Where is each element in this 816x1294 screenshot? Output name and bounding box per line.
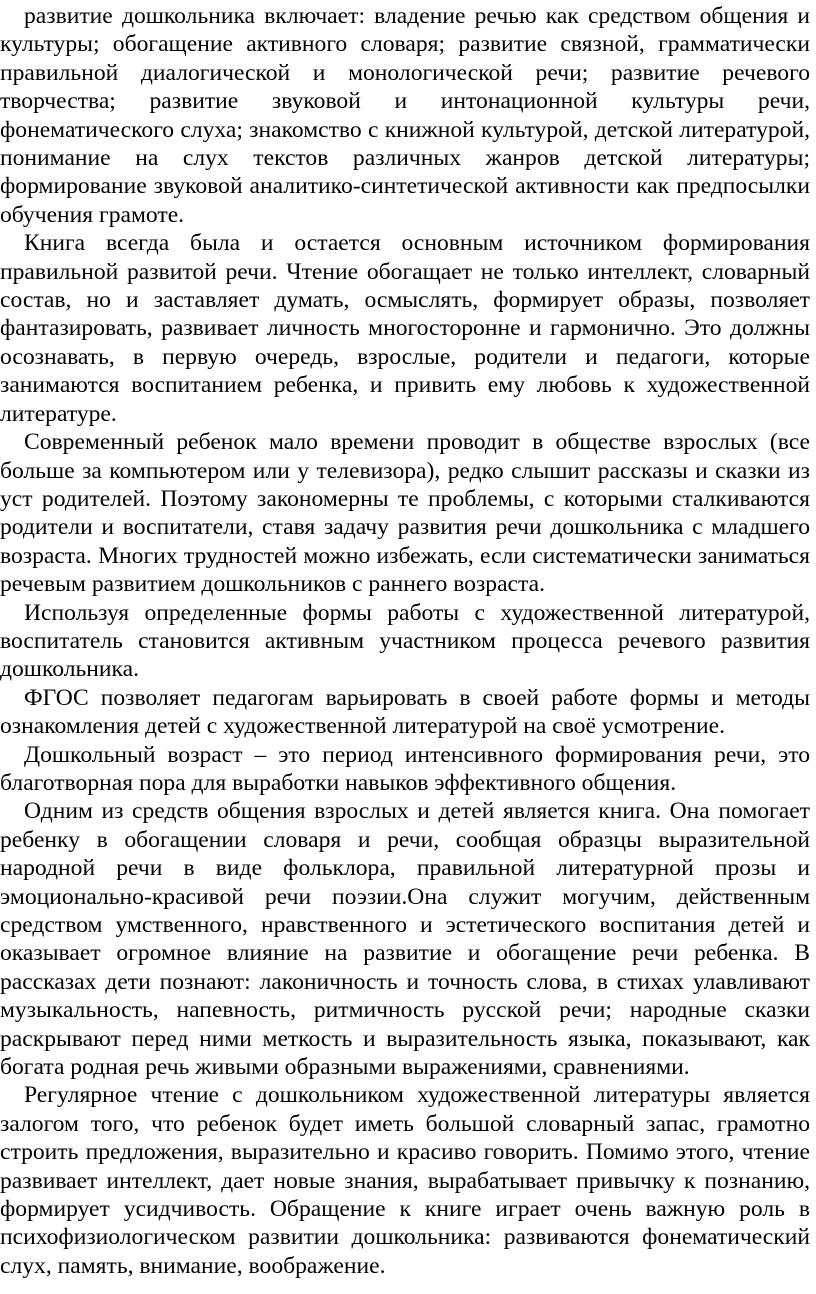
paragraph-book-source: Книга всегда была и остается основным источником формирования правильной развитой речи. Чтение обогащает не только интеллект, словарный состав, но и заставляет думать, осмыслять, формирует образы, позволяет фантазировать, развивает личность многосторонне и гармонично. Это должны осознавать, в первую очередь, взрослые, родители и педагоги, которые занимаются воспитанием ребенка, и привить ему любовь к художественной литературе. — [0, 230, 810, 427]
paragraph-book-as-means: Одним из средств общения взрослых и детей является книга. Она помогает ребенку в обогащении словаря и речи, сообщая образцы выразительной народной речи в виде фольклора, правильной литературной прозы и эмоционально-красивой речи поэзии.Она служит могучим, действенным средством умственного, нравственного и эстетического воспитания детей и оказывает огромное влияние на развитие и обогащение речи ребенка. В рассказах дети познают: лаконичность и точность слова, в стихах улавливают музыкальность, напевность, ритмичность русской речи; народные сказки раскрывают перед ними меткость и выразительность языка, показывают, как богата родная речь живыми образными выражениями, сравнениями. — [0, 798, 810, 1081]
paragraph-speech-development: развитие дошкольника включает: владение речью как средством общения и культуры; обогащение активного словаря; развитие связной, грамматически правильной диалогической и монологической речи; развитие речевого творчества; развитие звуковой и интонационной культуры речи, фонематического слуха; знакомство с книжной культурой, детской литературой, понимание на слух текстов различных жанров детской литературы; формирование звуковой аналитико-синтетической активности как предпосылки обучения грамоте. — [0, 3, 810, 228]
paragraph-preschool-age: Дошкольный возраст – это период интенсивного формирования речи, это благотворная пора для выработки навыков эффективного общения. — [0, 741, 810, 796]
paragraph-modern-child: Современный ребенок мало времени проводит в обществе взрослых (все больше за компьютером или у телевизора), редко слышит рассказы и сказки из уст родителей. Поэтому закономерны те проблемы, с которыми сталкиваются родители и воспитатели, ставя задачу развития речи дошкольника с младшего возраста. Многих трудностей можно избежать, если систематически заниматься речевым развитием дошкольников с раннего возраста. — [0, 429, 810, 598]
paragraph-regular-reading: Регулярное чтение с дошкольником художественной литературы является залогом того, что ребенок будет иметь большой словарный запас, грамотно строить предложения, выразительно и красиво говорить. Помимо этого, чтение развивает интеллект, дает новые знания, вырабатывает привычку к познанию, формирует усидчивость. Обращение к книге играет очень важную роль в психофизиологическом развитии дошкольника: развиваются фонематический слух, память, внимание, воображение. — [0, 1082, 810, 1279]
paragraph-fgos: ФГОС позволяет педагогам варьировать в своей работе формы и методы ознакомления детей с художественной литературой на своё усмотрение. — [0, 684, 810, 740]
paragraph-forms-of-work: Используя определенные формы работы с художественной литературой, воспитатель становится активным участником процесса речевого развития дошкольника. — [0, 599, 810, 683]
